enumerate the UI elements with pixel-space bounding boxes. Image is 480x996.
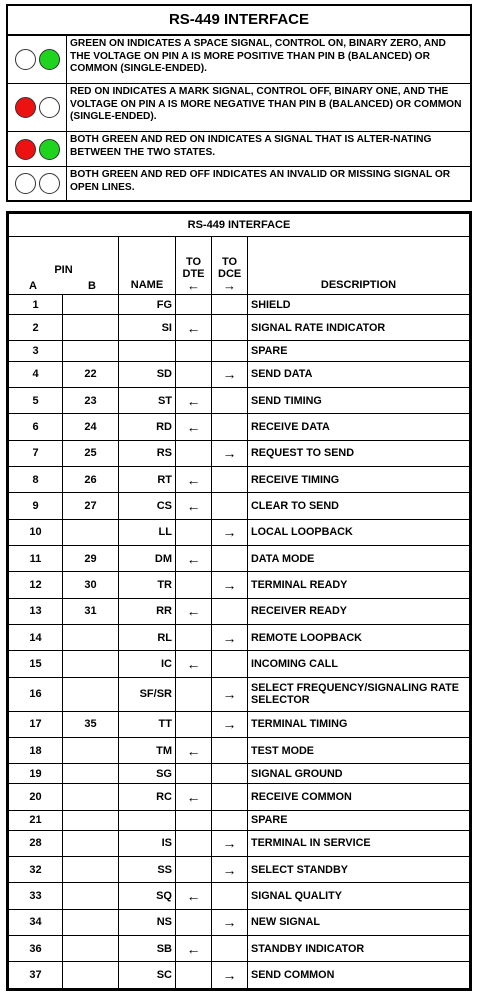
table-row	[9, 909, 470, 935]
signal-name-cell: RC	[119, 784, 176, 810]
signal-name-cell: FG	[119, 295, 176, 315]
description-cell: STANDBY INDICATOR	[248, 936, 470, 962]
pin-a-cell: 20	[9, 784, 63, 810]
description-cell: RECEIVE TIMING	[248, 466, 470, 492]
to-dce-cell	[212, 414, 248, 440]
table-row	[9, 677, 470, 711]
table-row	[9, 810, 470, 830]
to-dce-cell	[212, 810, 248, 830]
description-cell: SPARE	[248, 810, 470, 830]
pin-b-cell	[63, 857, 119, 883]
to-dte-cell	[176, 361, 212, 387]
legend-row-both-off	[8, 167, 470, 200]
description-cell: SELECT STANDBY	[248, 857, 470, 883]
to-dce-cell: →	[212, 677, 248, 711]
legend-row-green	[8, 36, 470, 84]
description-cell: TERMINAL TIMING	[248, 711, 470, 737]
description-cell: CLEAR TO SEND	[248, 493, 470, 519]
to-dce-cell: →	[212, 962, 248, 989]
signal-name-cell: SC	[119, 962, 176, 989]
pin-a-cell: 14	[9, 624, 63, 650]
signal-name-cell: RL	[119, 624, 176, 650]
pin-table	[8, 213, 470, 989]
signal-name-cell: TT	[119, 711, 176, 737]
header-description: DESCRIPTION	[248, 237, 470, 295]
table-row	[9, 361, 470, 387]
table-row	[9, 545, 470, 571]
description-cell: RECEIVER READY	[248, 598, 470, 624]
to-dte-cell: ←	[176, 784, 212, 810]
pin-a-cell: 8	[9, 466, 63, 492]
pin-table-box	[6, 211, 472, 991]
to-dte-cell: ←	[176, 545, 212, 571]
table-row	[9, 493, 470, 519]
to-dce-cell: →	[212, 361, 248, 387]
signal-name-cell: SI	[119, 315, 176, 341]
pin-b-cell: 31	[63, 598, 119, 624]
description-cell: TERMINAL IN SERVICE	[248, 830, 470, 856]
pin-a-cell: 19	[9, 764, 63, 784]
pin-a-cell: 5	[9, 387, 63, 413]
pin-a-cell: 17	[9, 711, 63, 737]
header-pin	[9, 237, 119, 295]
signal-name-cell: SF/SR	[119, 677, 176, 711]
signal-name-cell: TM	[119, 737, 176, 763]
pin-a-cell: 12	[9, 572, 63, 598]
pin-b-cell	[63, 341, 119, 361]
pin-a-cell: 32	[9, 857, 63, 883]
pin-b-cell: 25	[63, 440, 119, 466]
signal-name-cell: RR	[119, 598, 176, 624]
lamp-red-icon	[15, 97, 36, 118]
to-dce-cell	[212, 936, 248, 962]
lamp-off-icon	[15, 173, 36, 194]
to-dte-cell: ←	[176, 883, 212, 909]
pin-b-cell	[63, 519, 119, 545]
description-cell: REQUEST TO SEND	[248, 440, 470, 466]
legend-lamps	[8, 132, 67, 166]
description-cell: TERMINAL READY	[248, 572, 470, 598]
to-dte-cell: ←	[176, 737, 212, 763]
to-dce-cell: →	[212, 711, 248, 737]
signal-name-cell	[119, 810, 176, 830]
table-row	[9, 572, 470, 598]
pin-a-cell: 11	[9, 545, 63, 571]
table-row	[9, 883, 470, 909]
legend-lamps	[8, 84, 67, 131]
description-cell: SEND COMMON	[248, 962, 470, 989]
signal-name-cell: NS	[119, 909, 176, 935]
pin-b-cell	[63, 624, 119, 650]
pin-rows	[9, 295, 470, 989]
description-cell: SIGNAL RATE INDICATOR	[248, 315, 470, 341]
pin-a-cell: 4	[9, 361, 63, 387]
signal-name-cell: SQ	[119, 883, 176, 909]
pin-b-cell	[63, 883, 119, 909]
header-to-dte	[176, 237, 212, 295]
pin-b-cell: 24	[63, 414, 119, 440]
table-row	[9, 440, 470, 466]
to-dce-cell: →	[212, 909, 248, 935]
to-dte-cell: ←	[176, 936, 212, 962]
to-dce-cell	[212, 598, 248, 624]
pin-a-cell: 9	[9, 493, 63, 519]
description-cell: SPARE	[248, 341, 470, 361]
pin-b-cell	[63, 315, 119, 341]
to-dce-cell	[212, 784, 248, 810]
to-dte-cell	[176, 810, 212, 830]
legend-text: RED ON INDICATES A MARK SIGNAL, CONTROL OFF, BINARY ONE, AND THE VOLTAGE ON PIN A IS MORE NEGATIVE THAN PIN B (BALANCED) OR COMMON (SINGLE-ENDED).	[70, 86, 462, 123]
description-cell: SIGNAL GROUND	[248, 764, 470, 784]
lamp-green-icon	[39, 49, 60, 70]
header-pin-b: B	[88, 280, 96, 292]
description-cell: NEW SIGNAL	[248, 909, 470, 935]
signal-name-cell: DM	[119, 545, 176, 571]
to-dte-cell	[176, 764, 212, 784]
description-cell: INCOMING CALL	[248, 651, 470, 677]
table-row	[9, 737, 470, 763]
signal-name-cell: SS	[119, 857, 176, 883]
table-row	[9, 651, 470, 677]
arrow-left-icon: ←	[187, 278, 200, 293]
to-dte-cell: ←	[176, 598, 212, 624]
signal-name-cell: SG	[119, 764, 176, 784]
description-cell: TEST MODE	[248, 737, 470, 763]
description-cell: RECEIVE DATA	[248, 414, 470, 440]
to-dce-cell	[212, 493, 248, 519]
to-dce-cell	[212, 466, 248, 492]
description-cell: SEND TIMING	[248, 387, 470, 413]
pin-a-cell: 6	[9, 414, 63, 440]
to-dte-cell	[176, 857, 212, 883]
legend-box	[6, 4, 472, 202]
pin-b-cell: 26	[63, 466, 119, 492]
legend-title: RS-449 INTERFACE	[8, 6, 470, 36]
description-cell: SHIELD	[248, 295, 470, 315]
table-row	[9, 315, 470, 341]
to-dte-cell	[176, 295, 212, 315]
to-dce-cell: →	[212, 440, 248, 466]
signal-name-cell: ST	[119, 387, 176, 413]
header-pin-label: PIN	[54, 264, 73, 276]
legend-row-both-on	[8, 132, 470, 167]
pin-b-cell	[63, 830, 119, 856]
signal-name-cell: LL	[119, 519, 176, 545]
pin-b-cell	[63, 295, 119, 315]
signal-name-cell: RS	[119, 440, 176, 466]
to-dte-cell	[176, 341, 212, 361]
to-dte-cell: ←	[176, 387, 212, 413]
to-dte-cell	[176, 962, 212, 989]
description-cell: SEND DATA	[248, 361, 470, 387]
pin-b-cell: 35	[63, 711, 119, 737]
pin-b-cell	[63, 909, 119, 935]
table-row	[9, 387, 470, 413]
to-dte-cell	[176, 711, 212, 737]
to-dce-cell	[212, 295, 248, 315]
pin-b-cell	[63, 737, 119, 763]
table-row	[9, 466, 470, 492]
signal-name-cell: SB	[119, 936, 176, 962]
pin-b-cell: 22	[63, 361, 119, 387]
signal-name-cell: IS	[119, 830, 176, 856]
description-cell: SELECT FREQUENCY/SIGNALING RATE SELECTOR	[248, 677, 470, 711]
pin-a-cell: 10	[9, 519, 63, 545]
header-to-dce-label: TO DCE	[218, 256, 242, 280]
to-dce-cell: →	[212, 830, 248, 856]
table-row	[9, 784, 470, 810]
table-row	[9, 764, 470, 784]
pin-b-cell	[63, 962, 119, 989]
header-name: NAME	[119, 237, 176, 295]
legend-text: GREEN ON INDICATES A SPACE SIGNAL, CONTROL ON, BINARY ZERO, AND THE VOLTAGE ON PIN A IS MORE POSITIVE THAN PIN B (BALANCED) OR COMMON (SINGLE-ENDED).	[70, 38, 446, 75]
to-dte-cell	[176, 440, 212, 466]
signal-name-cell: TR	[119, 572, 176, 598]
pin-a-cell: 1	[9, 295, 63, 315]
lamp-red-icon	[15, 139, 36, 160]
header-to-dce	[212, 237, 248, 295]
header-pin-a: A	[29, 280, 37, 292]
to-dce-cell	[212, 387, 248, 413]
pin-a-cell: 16	[9, 677, 63, 711]
to-dte-cell	[176, 909, 212, 935]
table-row	[9, 519, 470, 545]
table-row	[9, 295, 470, 315]
table-row	[9, 830, 470, 856]
description-cell: DATA MODE	[248, 545, 470, 571]
pin-a-cell: 3	[9, 341, 63, 361]
pin-a-cell: 34	[9, 909, 63, 935]
signal-name-cell: IC	[119, 651, 176, 677]
pin-a-cell: 7	[9, 440, 63, 466]
to-dce-cell	[212, 341, 248, 361]
table-row	[9, 962, 470, 989]
lamp-green-icon	[39, 139, 60, 160]
pin-b-cell	[63, 810, 119, 830]
table-title: RS-449 INTERFACE	[9, 214, 470, 237]
pin-a-cell: 28	[9, 830, 63, 856]
legend-lamps	[8, 167, 67, 200]
table-row	[9, 341, 470, 361]
signal-name-cell: SD	[119, 361, 176, 387]
legend-lamps	[8, 36, 67, 83]
legend-row-red	[8, 84, 470, 132]
pin-b-cell: 29	[63, 545, 119, 571]
table-row	[9, 414, 470, 440]
table-row	[9, 711, 470, 737]
to-dte-cell: ←	[176, 651, 212, 677]
lamp-off-icon	[15, 49, 36, 70]
table-row	[9, 857, 470, 883]
table-row	[9, 598, 470, 624]
pin-a-cell: 33	[9, 883, 63, 909]
to-dte-cell: ←	[176, 414, 212, 440]
to-dce-cell: →	[212, 519, 248, 545]
pin-a-cell: 13	[9, 598, 63, 624]
to-dte-cell	[176, 677, 212, 711]
to-dte-cell	[176, 624, 212, 650]
to-dce-cell	[212, 651, 248, 677]
pin-b-cell	[63, 784, 119, 810]
to-dce-cell	[212, 315, 248, 341]
pin-a-cell: 36	[9, 936, 63, 962]
to-dte-cell: ←	[176, 493, 212, 519]
to-dte-cell	[176, 572, 212, 598]
pin-b-cell: 23	[63, 387, 119, 413]
to-dce-cell	[212, 545, 248, 571]
pin-b-cell	[63, 936, 119, 962]
pin-b-cell: 27	[63, 493, 119, 519]
header-to-dte-label: TO DTE	[182, 256, 205, 280]
arrow-right-icon: →	[223, 278, 236, 293]
to-dce-cell	[212, 883, 248, 909]
signal-name-cell: RD	[119, 414, 176, 440]
pin-a-cell: 37	[9, 962, 63, 989]
to-dte-cell: ←	[176, 466, 212, 492]
description-cell: REMOTE LOOPBACK	[248, 624, 470, 650]
to-dte-cell: ←	[176, 315, 212, 341]
legend-text: BOTH GREEN AND RED OFF INDICATES AN INVALID OR MISSING SIGNAL OR OPEN LINES.	[70, 169, 451, 193]
to-dte-cell	[176, 519, 212, 545]
description-cell: RECEIVE COMMON	[248, 784, 470, 810]
to-dce-cell: →	[212, 624, 248, 650]
pin-a-cell: 21	[9, 810, 63, 830]
signal-name-cell: RT	[119, 466, 176, 492]
to-dte-cell	[176, 830, 212, 856]
legend-text: BOTH GREEN AND RED ON INDICATES A SIGNAL THAT IS ALTER-NATING BETWEEN THE TWO STATES.	[70, 134, 432, 158]
description-cell: LOCAL LOOPBACK	[248, 519, 470, 545]
to-dce-cell	[212, 764, 248, 784]
pin-a-cell: 18	[9, 737, 63, 763]
pin-b-cell	[63, 677, 119, 711]
to-dce-cell: →	[212, 857, 248, 883]
pin-a-cell: 15	[9, 651, 63, 677]
signal-name-cell: CS	[119, 493, 176, 519]
signal-name-cell	[119, 341, 176, 361]
pin-b-cell: 30	[63, 572, 119, 598]
to-dce-cell: →	[212, 572, 248, 598]
pin-b-cell	[63, 651, 119, 677]
to-dce-cell	[212, 737, 248, 763]
description-cell: SIGNAL QUALITY	[248, 883, 470, 909]
pin-a-cell: 2	[9, 315, 63, 341]
lamp-off-icon	[39, 173, 60, 194]
lamp-off-icon	[39, 97, 60, 118]
pin-b-cell	[63, 764, 119, 784]
table-row	[9, 936, 470, 962]
table-row	[9, 624, 470, 650]
